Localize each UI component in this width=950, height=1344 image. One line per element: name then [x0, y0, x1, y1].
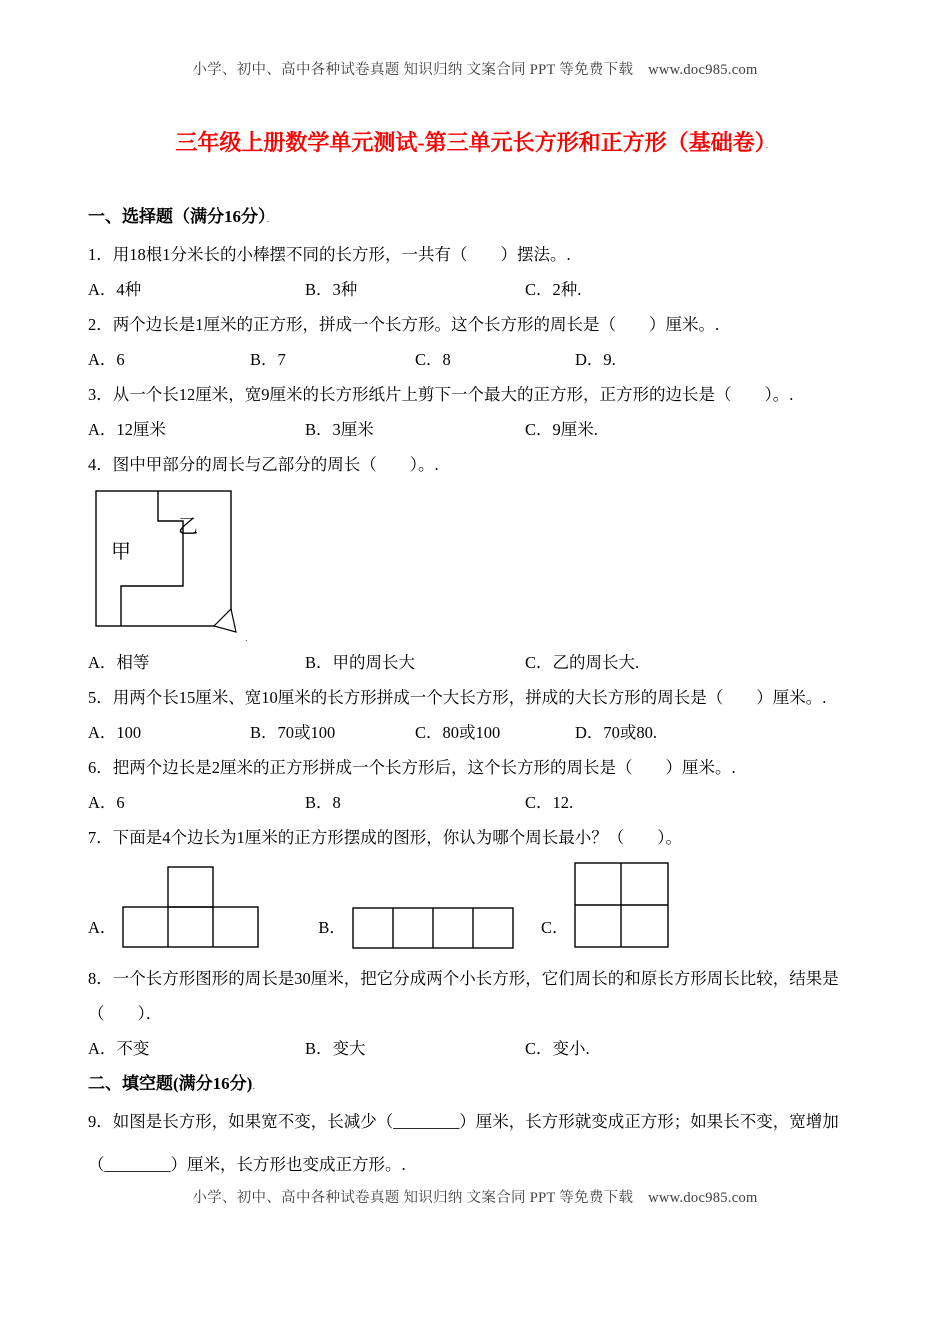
- q7-figure-a-group: [88, 866, 260, 950]
- site-footer-text: 小学、初中、高中各种试卷真题 知识归纳 文案合同 PPT 等免费下载 www.doc985.com: [192, 1190, 758, 1206]
- question-2-text: 2．两个边长是1厘米的正方形，拼成一个长方形。这个长方形的周长是（ ）厘米。.: [88, 314, 720, 334]
- q7-figure-b-row-shape: [352, 907, 515, 950]
- q6-option-a: A．6: [88, 792, 125, 812]
- section-2-heading: [88, 1073, 862, 1097]
- q7-label-b: B．: [318, 917, 346, 937]
- question-8-options: [88, 1038, 862, 1059]
- page-title: [88, 128, 862, 160]
- q4-region-yi-label: 乙: [178, 515, 198, 538]
- q5-option-d: D．70或80.: [575, 722, 658, 742]
- q6-option-b: B．8: [305, 792, 341, 812]
- question-7-text: 7．下面是4个边长为1厘米的正方形摆成的图形，你认为哪个周长最小？（ ）。: [88, 827, 682, 847]
- q3-option-b: B．3厘米: [305, 419, 374, 439]
- question-5-text: 5．用两个长15厘米、宽10厘米的长方形拼成一个大长方形，拼成的大长方形的周长是（ ）厘米。.: [88, 687, 827, 707]
- question-6-options: [88, 792, 862, 813]
- site-header-text: 小学、初中、高中各种试卷真题 知识归纳 文案合同 PPT 等免费下载 www.doc985.com: [192, 62, 758, 78]
- question-5-options: [88, 722, 862, 743]
- q4-option-b: B．甲的周长大: [305, 652, 416, 672]
- section-2-heading-suffix: ．: [252, 1080, 262, 1091]
- q3-option-c: C．9厘米.: [525, 419, 598, 439]
- q5-option-c: C．80或100: [415, 722, 501, 742]
- q7-label-c: C．: [540, 917, 569, 937]
- q4-option-a: A．相等: [88, 652, 150, 672]
- q2-option-b: B．7: [250, 349, 286, 369]
- page-title-suffix: ．: [765, 139, 775, 150]
- question-6-text: 6．把两个边长是2厘米的正方形拼成一个长方形后，这个长方形的周长是（ ）厘米。.: [88, 757, 736, 777]
- q7-figure-c-group: [541, 862, 672, 950]
- question-9-text-line2: （________）厘米，长方形也变成正方形。.: [88, 1154, 406, 1174]
- q8-option-a: A．不变: [88, 1038, 150, 1058]
- q4-corner-fold: [214, 609, 236, 632]
- document-body: [88, 128, 862, 1197]
- q2-option-a: A．6: [88, 349, 125, 369]
- q7-figure-c-grid-shape: [574, 862, 671, 950]
- section-1-heading-suffix: ．: [266, 213, 276, 224]
- question-1-options: [88, 279, 862, 300]
- question-9-text-line1: 9．如图是长方形，如果宽不变，长减少（________）厘米，长方形就变成正方形；如果长不变，宽增加: [88, 1111, 839, 1131]
- q1-option-a: A．4种: [88, 279, 142, 299]
- q5-option-b: B．70或100: [250, 722, 336, 742]
- question-1-text: 1．用18根1分米长的小棒摆不同的长方形，一共有（ ）摆法。.: [88, 244, 571, 264]
- question-4-options: [88, 652, 862, 673]
- q7-figures-row: [88, 862, 862, 950]
- q4-region-jia-label: 甲: [111, 540, 131, 563]
- q2-option-c: C．8: [415, 349, 451, 369]
- question-8-text-line2: （ ）．: [88, 1003, 163, 1023]
- q4-figure-drawing: [94, 489, 244, 637]
- q4-figure-dot: ．: [244, 632, 254, 643]
- question-2-options: [88, 349, 862, 370]
- section-2-heading-text: 二、填空题(满分16分): [88, 1073, 253, 1093]
- question-3-text: 3．从一个长12厘米，宽9厘米的长方形纸片上剪下一个最大的正方形，正方形的边长是（ ）。.: [88, 384, 794, 404]
- q4-option-c: C．乙的周长大.: [525, 652, 640, 672]
- q1-option-c: C．2种.: [525, 279, 582, 299]
- q7-figure-a-t-shape: [122, 866, 260, 950]
- question-4-text: 4．图中甲部分的周长与乙部分的周长（ ）。.: [88, 454, 439, 474]
- section-1-heading: [88, 206, 862, 230]
- page-title-text: 三年级上册数学单元测试-第三单元长方形和正方形（基础卷）: [175, 130, 766, 155]
- q4-figure: [94, 489, 264, 642]
- q6-option-c: C．12.: [525, 792, 574, 812]
- q7-label-a: A．: [88, 917, 117, 937]
- q3-option-a: A．12厘米: [88, 419, 166, 439]
- question-8-text-line1: 8．一个长方形图形的周长是30厘米，把它分成两个小长方形，它们周长的和原长方形周长比较，结果是: [88, 968, 839, 988]
- q1-option-b: B．3种: [305, 279, 358, 299]
- question-3-options: [88, 419, 862, 440]
- q8-option-c: C．变小.: [525, 1038, 590, 1058]
- q7-figure-b-group: [318, 907, 515, 950]
- q2-option-d: D．9.: [575, 349, 616, 369]
- section-1-heading-text: 一、选择题（满分16分）: [88, 206, 267, 226]
- q5-option-a: A．100: [88, 722, 142, 742]
- q8-option-b: B．变大: [305, 1038, 366, 1058]
